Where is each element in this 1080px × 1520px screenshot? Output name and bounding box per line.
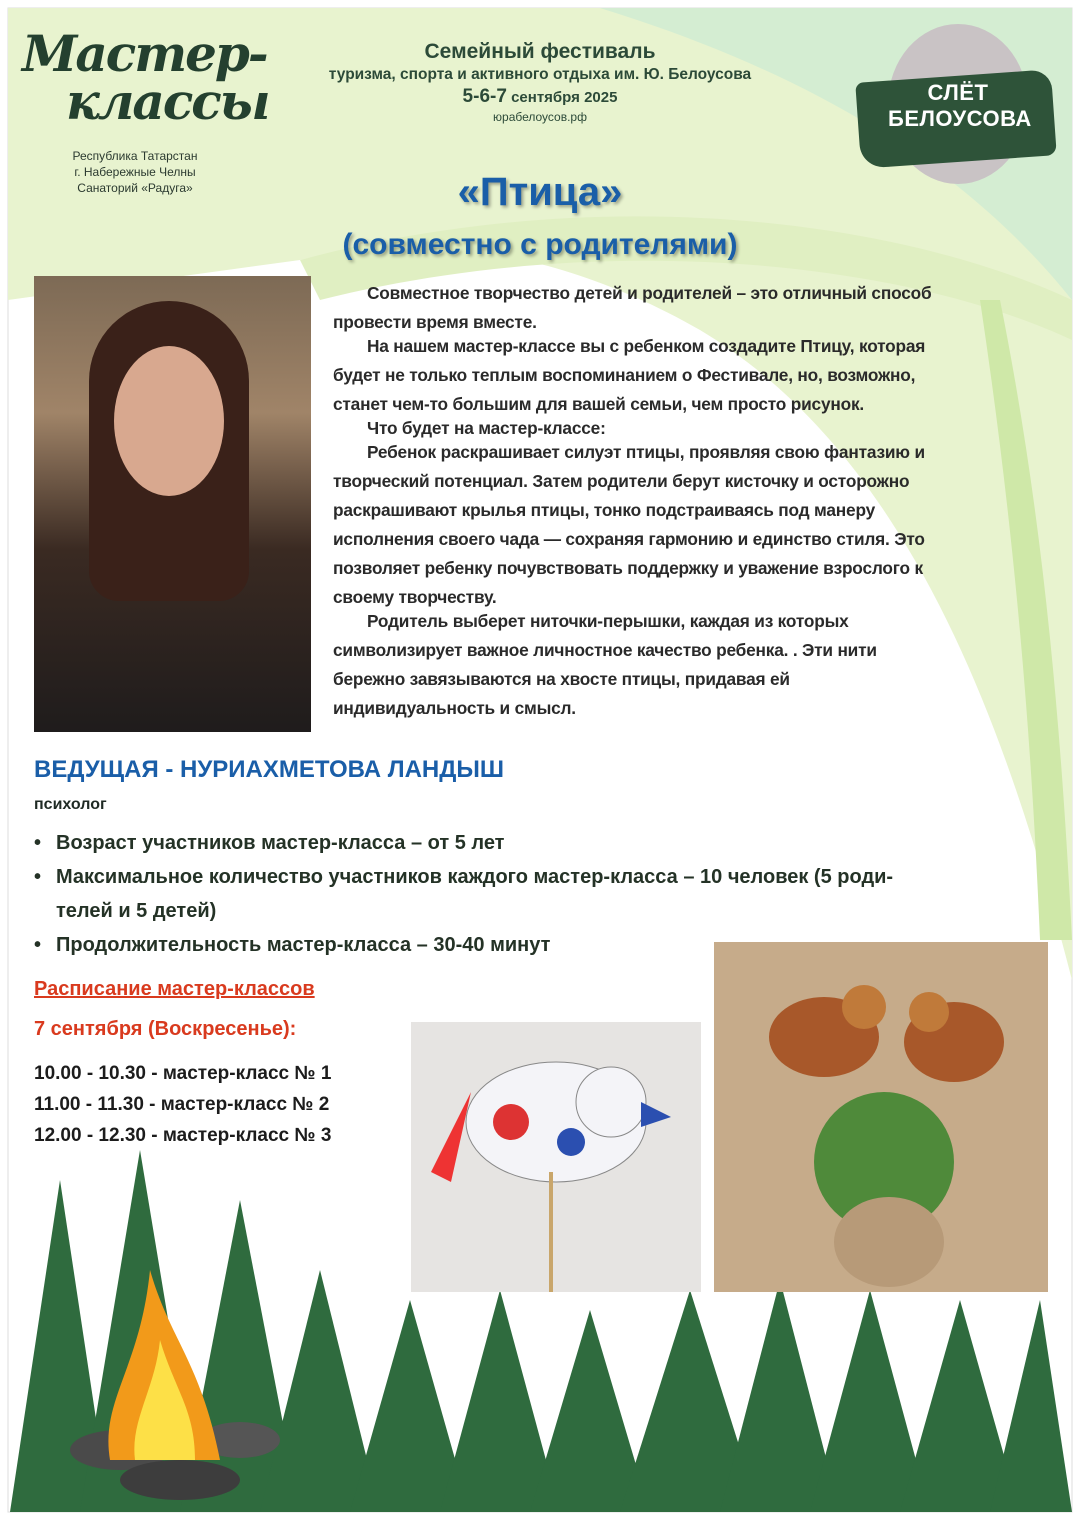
paragraph-line: Ребенок раскрашивает силуэт птицы, проявляя свою фантазию и — [367, 442, 925, 462]
host-name: ВЕДУЩАЯ - НУРИАХМЕТОВА ЛАНДЫШ — [34, 756, 504, 783]
paragraph-line: символизирует важное личностное качество ребенка. . Эти нити — [333, 640, 877, 660]
paragraph-line: своему творчеству. — [333, 587, 497, 607]
schedule-slot: 11.00 - 11.30 - мастер-класс № 2 — [34, 1094, 330, 1115]
painted-bird-image — [411, 1022, 701, 1292]
schedule-link[interactable]: Расписание мастер-классов — [34, 978, 315, 1000]
paragraph-line: Родитель выберет ниточки-перышки, каждая из которых — [367, 611, 849, 631]
paragraph-line: Совместное творчество детей и родителей – это отличный способ — [367, 283, 932, 303]
list-item-text: Максимальное количество участников каждого мастер-класса – 10 человек (5 роди- — [56, 866, 894, 888]
bird-craft-photo-1 — [411, 1022, 701, 1292]
festival-dates — [270, 86, 810, 108]
list-item — [34, 860, 1054, 928]
slet-belousova-logo — [858, 24, 1054, 184]
logo-line: Мастер- — [22, 24, 267, 83]
dates: 5-6-7 — [462, 86, 507, 107]
schedule-slots — [34, 1058, 331, 1151]
photo-face — [114, 346, 224, 496]
paragraph-line: бережно завязываются на хвосте птицы, придавая ей — [333, 669, 790, 689]
paragraph-line: творческий потенциал. Затем родители берут кисточку и осторожно — [333, 471, 910, 491]
paragraph-line: исполнения своего чада — сохраняя гармонию и единство стиля. Это — [333, 529, 925, 549]
paragraph — [333, 607, 1043, 723]
location-line: Санаторий «Радуга» — [77, 181, 193, 195]
list-item: • Продолжительность мастер-класса – 30-40 минут — [34, 928, 1054, 962]
page-subtitle: (совместно с родителями) — [342, 228, 738, 261]
birds-in-pot-image — [714, 942, 1048, 1292]
paragraph — [333, 279, 1043, 337]
paragraph-line: будет не только теплым воспоминанием о Фестивале, но, возможно, — [333, 365, 916, 385]
description — [333, 279, 1043, 718]
paragraph-line: На нашем мастер-классе вы с ребенком создадите Птицу, которая — [367, 336, 926, 356]
page-title: «Птица» — [457, 170, 623, 214]
host-role: психолог — [34, 796, 107, 813]
paragraph-line: позволяет ребенку почувствовать поддержку и уважение взрослого к — [333, 558, 923, 578]
list-item-text: телей и 5 детей) — [56, 900, 217, 922]
paragraph-line: провести время вместе. — [333, 312, 537, 332]
location-line: Республика Татарстан — [72, 149, 198, 163]
schedule-slot: 10.00 - 10.30 - мастер-класс № 1 — [34, 1063, 332, 1084]
paragraph-line: станет чем-то большим для вашей семьи, чем просто рисунок. — [333, 394, 865, 414]
list-item: • Возраст участников мастер-класса – от 5 лет — [34, 826, 1054, 860]
master-classes-logo — [22, 24, 272, 131]
paragraph-line: Что будет на мастер-классе: — [367, 418, 606, 438]
location-line: г. Набережные Челны — [74, 165, 196, 179]
festival-header — [270, 40, 810, 124]
host-photo — [34, 276, 311, 732]
bird-craft-photo-2 — [714, 942, 1048, 1292]
paragraph-line: раскрашивают крылья птицы, тонко подстраиваясь под манеру — [333, 500, 875, 520]
paragraph — [333, 332, 1043, 419]
festival-subtitle: туризма, спорта и активного отдыха им. Ю. Белоусова — [328, 66, 752, 83]
festival-title: Семейный фестиваль — [424, 40, 656, 63]
schedule-day: 7 сентября (Воскресенье): — [34, 1018, 297, 1040]
festival-site-link[interactable]: юрабелоусов.рф — [493, 110, 587, 124]
paragraph-line: индивидуальность и смысл. — [333, 698, 576, 718]
badge-line: СЛЁТ — [927, 80, 989, 105]
badge-line: БЕЛОУСОВА — [888, 106, 1032, 131]
schedule-slot: 12.00 - 12.30 - мастер-класс № 3 — [34, 1125, 332, 1146]
logo-text — [888, 80, 1032, 132]
logo-line: классы — [66, 72, 269, 131]
month-year: сентября 2025 — [511, 89, 618, 106]
paragraph — [333, 438, 1043, 612]
